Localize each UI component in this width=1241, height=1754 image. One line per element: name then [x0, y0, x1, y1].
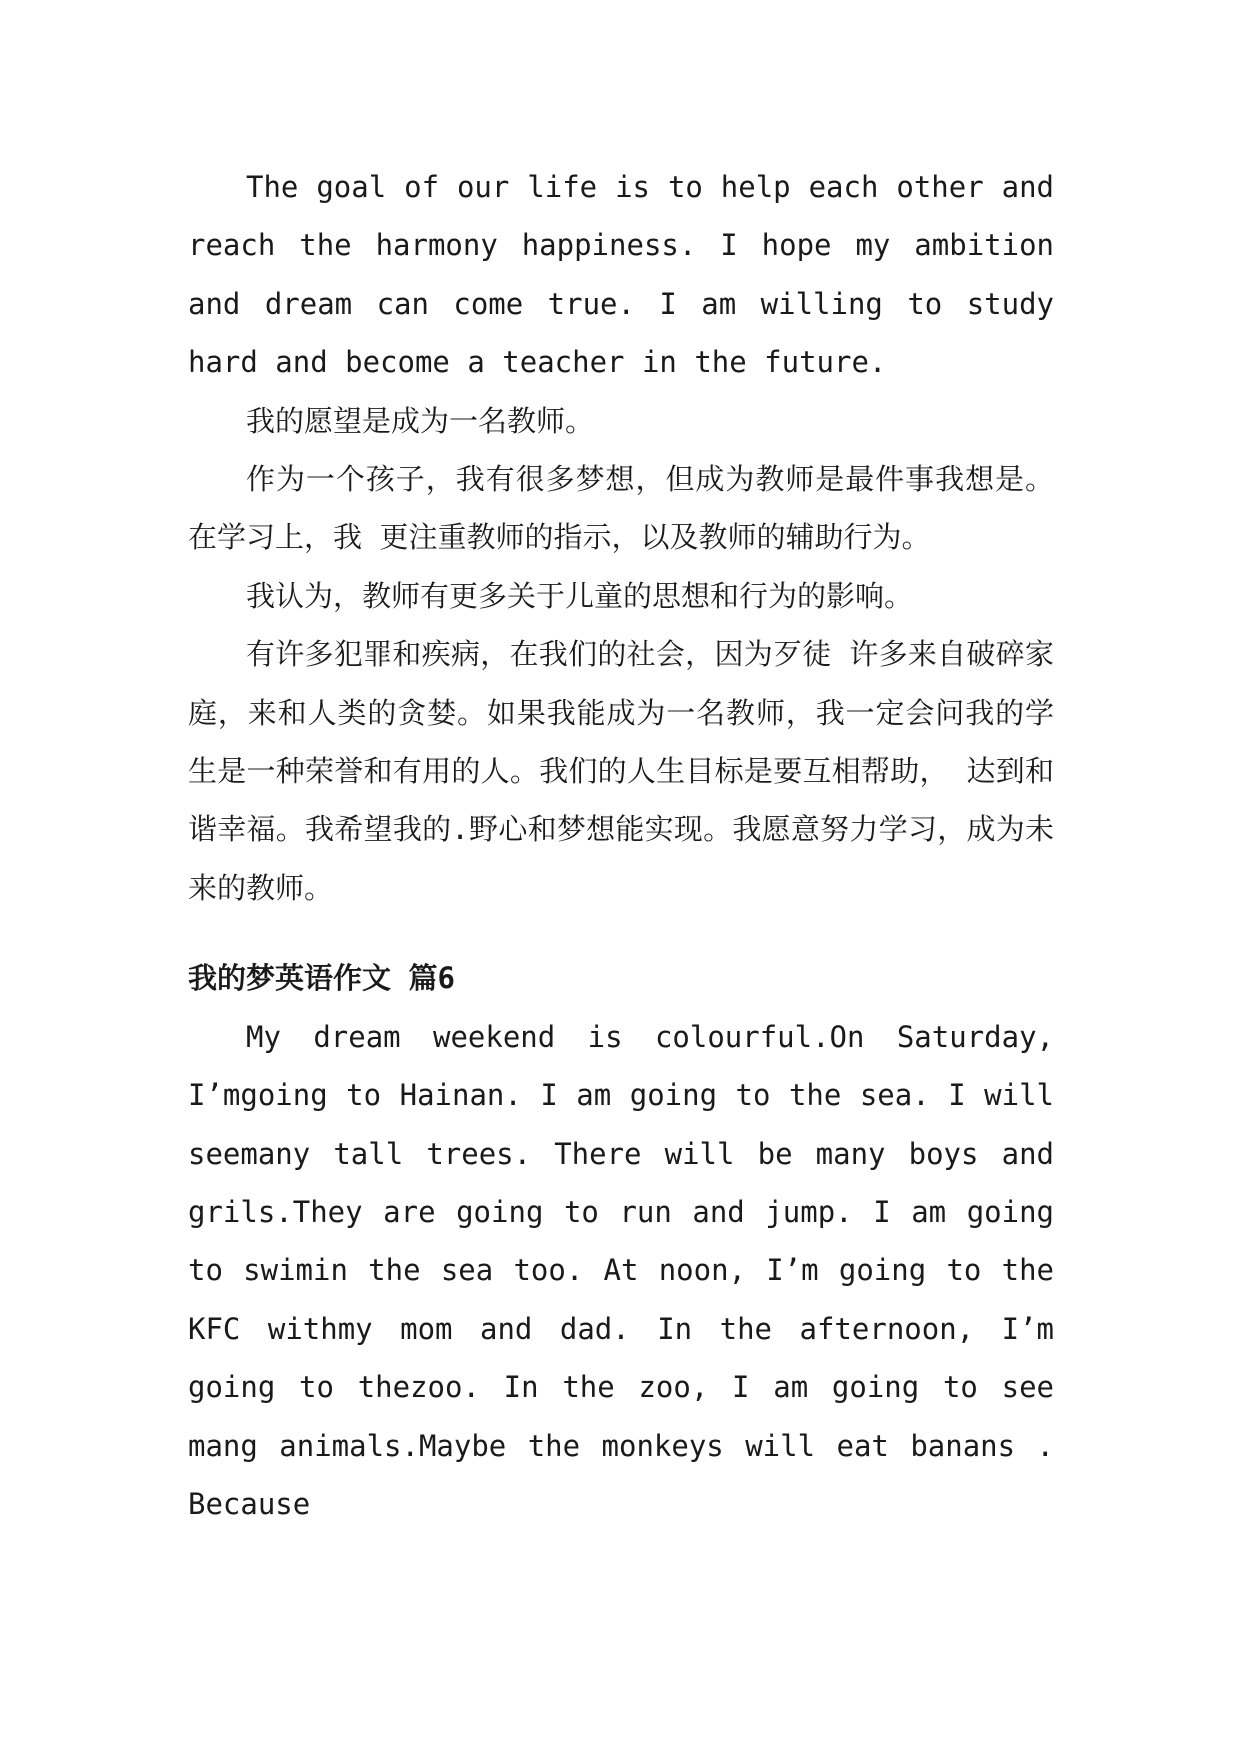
paragraph-dream-weekend: My dream weekend is colourful.On Saturday, I’mgoing to Hainan. I am going to the sea. I will seemany tall trees. There will be many boys and grils.They are going to run and jump. I am going to swimin the sea too. At noon, I’m going to the KFC withmy mom and dad. In the afternoon, I’m going to thezoo. In the zoo, I am going to see mang animals.Maybe the monkeys will eat banans . Because — [188, 1019, 1054, 1521]
paragraph-society: 有许多犯罪和疾病，在我们的社会，因为歹徒 许多来自破碎家庭，来和人类的贪婪。如果我能成为一名教师，我一定会问我的学生是一种荣誉和有用的人。我们的人生目标是要互相帮助， 达到和谐幸福。我希望我的.野心和梦想能实现。我愿意努力学习，成为未来的教师。 — [188, 637, 1054, 905]
document-page — [188, 158, 1054, 1533]
paragraph-teacher-influence: 我认为，教师有更多关于儿童的思想和行为的影响。 — [246, 578, 914, 613]
paragraph-english-goal: The goal of our life is to help each other and reach the harmony happiness. I hope my ambition and dream can come true. I am willing to study hard and become a teacher in the future. — [188, 170, 1054, 380]
section-heading: 我的梦英语作文 篇6 — [188, 961, 455, 996]
paragraph-dreams: 作为一个孩子，我有很多梦想，但成为教师是最件事我想是。在学习上，我 更注重教师的指示，以及教师的辅助行为。 — [188, 462, 1054, 555]
paragraph-wish: 我的愿望是成为一名教师。 — [246, 403, 595, 438]
